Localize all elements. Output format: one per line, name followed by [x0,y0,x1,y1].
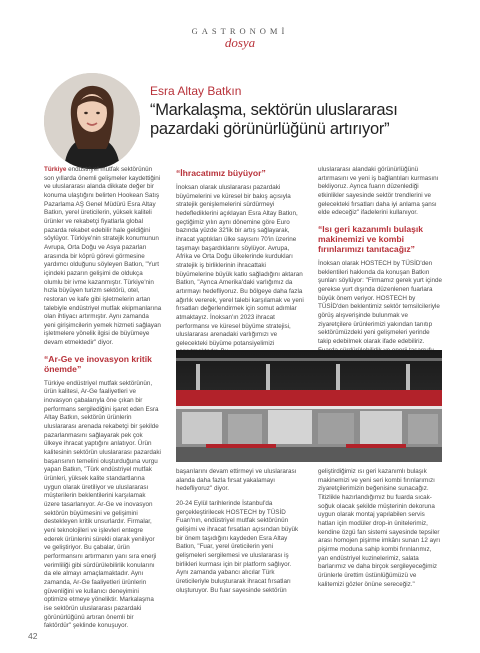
lead-word: Türkiye [44,166,67,173]
section-label: dosya [224,35,256,50]
intro-text: endüstriyel mutfak sektörünün son yıllarda önemli gelişmeler kaydettiğini ve uluslararası alanda dikkate değer bir konuma ulaştığını belirten Hookean Satış Pazarlama AŞ Genel Müdürü Esra Altay Batkın, yerel üreticilerin, yüksek kaliteli ürünler ve rekabetçi fiyatlarla global pazarda rekabet edebilir hale geldiğini söylüyor. Türkiye'nin stratejik konumunun Avrupa, Orta Doğu ve Asya pazarları arasında bir köprü görevi görmesine yardımcı olduğunu söyleyen Batkın, "Yurt içindeki pazarın gelişimi de oldukça olumlu bir ivme kazanmıştır. Türkiye'nin hızla büyüyen turizm sektörü, otel, restoran ve kafe gibi işletmelerin artan talebiyle endüstriyel mutfak ekipmanlarına olan ihtiyacı artırmıştır. Aynı zamanda yeni girişimcilerin yemek hizmeti sağlayan işletmelere yönelik ilgisi de büyümeye devam etmektedir" diyor. [44,166,162,347]
column-3 [318,166,442,370]
column-1 [44,166,162,637]
paragraph-products-continued: geliştirdiğimiz ısı geri kazanımlı bulaşık makinemizi ve yeni seri kombi fırınlarımızı ziyaretçilerimizin beğenisine sunacağız. Titizlikle hazırlandığımız bu fuarda sıcak-soğuk olacak şekilde müşterinin dekoruna uygun olarak montaj yapılabilen servis hatları için modüler drop-in ünitelerimiz, kendine özgü fan sistemi sayesinde tepsiler arası homojen pişirme imkânı sunan 12 ayrı pişirme moduna sahip kombi fırınlarımız, yan endüstriyel kuzinelerimiz, salata barlarımız ve daha birçok sergileyeceğimiz ürünlerle ürettim üstünlüğümüzü ve kalitemizi gözler önüne sereceğiz." [318,468,441,588]
magazine-brand: GASTRONOMİ [191,26,289,36]
article-headline: “Markalaşma, sektörün uluslararası pazardaki görünürlüğünü artırıyor” [150,101,398,138]
paragraph-hostech-fair: 20-24 Eylül tarihlerinde İstanbul'da gerçekleştirilecek HOSTECH by TÜSİD Fuarı'nın, endüstriyel mutfak sektörünün gelişimi ve ihracat fırsatları açısından büyük bir önem taşıdığını kaydeden Esra Altay Batkın, "Fuar, yerel üreticilerin yeni gelişmeleri sergilemesi ve uluslararası iş birlikleri kurması için bir platform sağlıyor. Aynı zamanda yabancı alıcılar Türk üreticileriyle buluşturarak ihracat fırsatları oluşturuyor. Bu fuar sayesinde sektörün [176,499,299,594]
fair-booth-photo [176,350,442,462]
subheading-export: “İhracatımız büyüyor” [176,168,266,178]
exhibition-illustration [176,350,442,462]
paragraph-rnd: Türkiye endüstriyel mutfak sektörünün, ürün kalitesi, Ar-Ge faaliyetleri ve inovasyon çabalarıyla öne çıkan bir performans sergilediğini işaret eden Esra Altay Batkın, sektörün ürünlerin uluslararası arenada rekabetçi bir şekilde pazarlanmasını sağlayarak pek çok ülkeye ihracat yaptığını anlatıyor. Ürün kalitesinin sektörün uluslararası pazardaki başarısının temelini oluşturduğuna vurgu yapan Batkın, "Türk endüstriyel mutfak ürünleri, yüksek kalite standartlarına uygun olarak üretiliyor ve uluslararası müşterilerin beklentilerini karşılamak üzere tasarlanıyor. Ar-Ge ve inovasyon sektörün büyümesini ve gelişimini destekleyen kritik unsurlardır. Firmalar, yeni teknolojileri ve işlevleri entegre ederek ürünlerini sürekli olarak yeniliyor ve geliştiriyor. Bu çabalar, ürün performansını artırmanın yanı sıra enerji verimliliği gibi sürdürülebilirlik konularını da ele almayı amaçlamaktadır. Aynı zamanda, Ar-Ge faaliyetleri ürünlerin güvenliğini ve kullanıcı deneyimini optimize etmeye yöneliktir. Markalaşma ise sektörün uluslararası pazardaki görünürlüğünü artıran önemli bir faktördür" şeklinde konuşuyor. [44,379,161,630]
page-number: 42 [28,631,38,641]
paragraph-export-closing: başarılarını devam ettirmeyi ve uluslararası alanda daha fazla fırsat yakalamayı hedefliyoruz" diyor. [176,468,297,493]
author-portrait [44,73,140,169]
subheading-products: “Isı geri kazanımlı bulaşık makinemizi ve kombi fırınlarımızı tanıtacağız” [318,223,424,254]
paragraph-products: İnoksan olarak HOSTECH by TÜSİD'den beklentileri hakkında da konuşan Batkın şunları söylüyor: "Firmamız gerek yurt içinde gerekse yurt dışında düzenlenen fuarlara büyük önem veriyor. HOSTECH by TÜSİD'den beklentimiz sektör temsilcileriyle görüş alışverişinde bulunmak ve ziyaretçilere ürünlerimizi yakından tanıtıp sektörümüzdeki yeni gelişmeleri yerinde takip edebilmek olarak ifade edebiliriz. [318,259,443,345]
intro-paragraph [44,166,162,348]
column-3-continued [318,468,442,595]
column-2-continued [176,468,304,601]
author-name: Esra Altay Batkın [150,84,242,98]
column-2 [176,166,304,363]
paragraph-export: İnoksan olarak uluslararası pazardaki büyümelerini ve küresel bir bakış açısıyla stratejik genişlemelerini sürdürmeyi hedeflediklerini açıklayan Esra Altay Batkın, geçtiğimiz yılın aynı dönemine göre Euro bazında yüzde 32'lik bir artış sağlayarak, ihracat yaptıkları ülke sayısını 70'in üzerine taşımayı başardıklarını söylüyor. Avrupa, Afrika ve Orta Doğu ülkelerinde kurdukları stratejik iş birliklerinin ihracattaki büyümelerine büyük katkı sağladığını aktaran Batkın, "Ayrıca Amerika'daki varlığımız da artırmayı hedefliyoruz. Bu bölgeye daha fazla ağırlık vererek, yerel talebi karşılamak ve yeni fırsatları değerlendirmek için somut adımlar atmaktayız. İnoksan'ın 2023 ihracat performansı ve küresel büyüme stratejisi, uluslararası arenadaki varlığımızı ve gelecekteki büyüme potansiyelimizi [176,184,304,347]
paragraph-fair-expectations: uluslararası alandaki görünürlüğünü artırmasını ve yeni iş bağlantıları kurmasını bekliyoruz. Ayrıca fuarın düzenlediği etkinlikler sayesinde sektör trendlerini ve gelecekteki fırsatları daha iyi anlama şansı elde edeceğiz" ifadelerini kullanıyor. [318,166,439,217]
magazine-header [0,26,480,51]
subheading-rnd: “Ar-Ge ve inovasyon kritik önemde” [44,353,152,374]
portrait-illustration [44,73,140,169]
